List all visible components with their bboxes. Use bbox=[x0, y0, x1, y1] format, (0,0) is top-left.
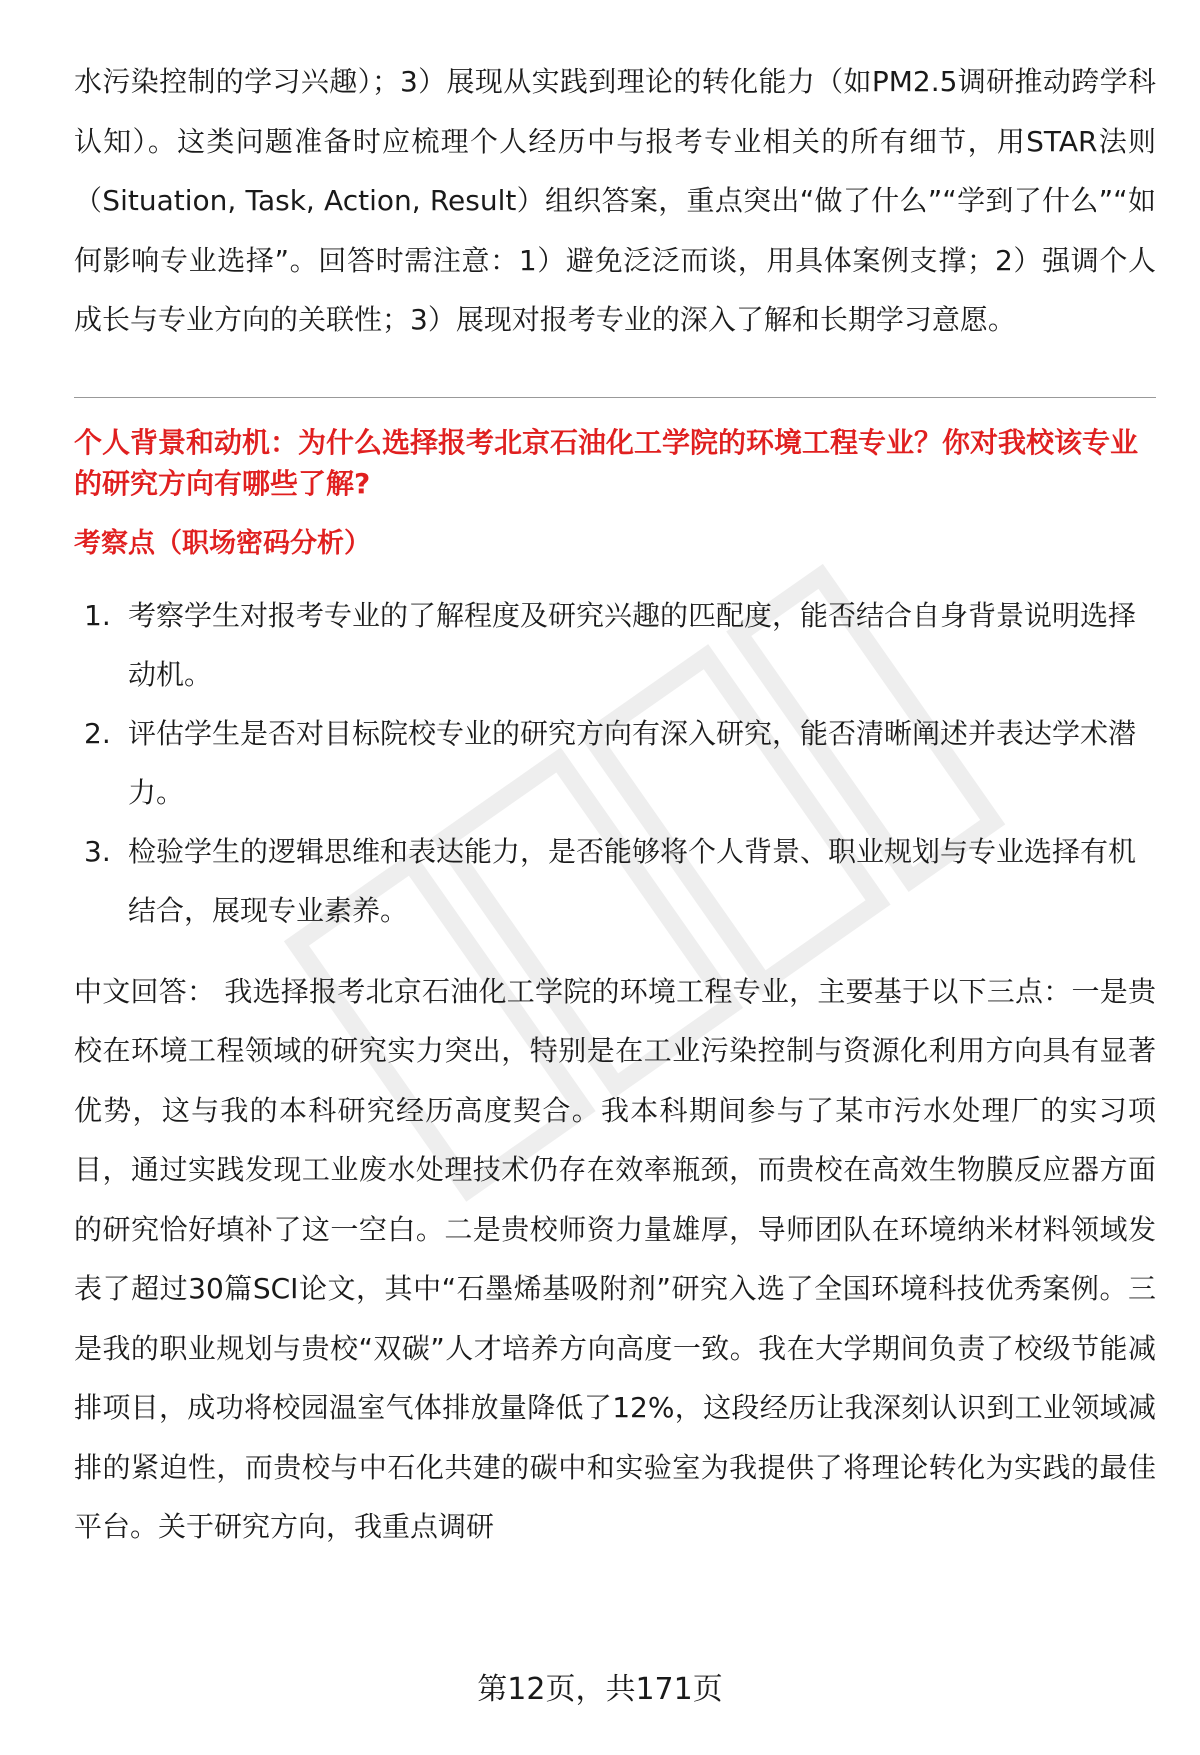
assessment-points-list bbox=[74, 586, 1156, 940]
section-divider bbox=[74, 397, 1156, 398]
list-text: 考察学生对报考专业的了解程度及研究兴趣的匹配度，能否结合自身背景说明选择动机。 bbox=[128, 598, 1137, 691]
list-text: 评估学生是否对目标院校专业的研究方向有深入研究，能否清晰阐述并表达学术潜力。 bbox=[128, 716, 1137, 809]
document-page bbox=[74, 52, 1156, 1557]
subheading: 考察点（职场密码分析） bbox=[74, 527, 371, 559]
question-heading: 个人背景和动机：为什么选择报考北京石油化工学院的环境工程专业？你对我校该专业的研究方向有哪些了解? bbox=[74, 425, 1139, 500]
answer-paragraph: 中文回答： 我选择报考北京石油化工学院的环境工程专业，主要基于以下三点：一是贵校在环境工程领域的研究实力突出，特别是在工业污染控制与资源化利用方向具有显著优势，这与我的本科研究经历高度契合。我本科期间参与了某市污水处理厂的实习项目，通过实践发现工业废水处理技术仍存在效率瓶颈，而贵校在高效生物膜反应器方面的研究恰好填补了这一空白。二是贵校师资力量雄厚，导师团队在环境纳米材料领域发表了超过30篇SCI论文，其中“石墨烯基吸附剂”研究入选了全国环境科技优秀案例。三是我的职业规划与贵校“双碳”人才培养方向高度一致。我在大学期间负责了校级节能减排项目，成功将校园温室气体排放量降低了12%，这段经历让我深刻认识到工业领域减排的紧迫性，而贵校与中石化共建的碳中和实验室为我提供了将理论转化为实践的最佳平台。关于研究方向，我重点调研 bbox=[74, 974, 1156, 1543]
list-number: 1. bbox=[84, 598, 111, 632]
list-item bbox=[74, 822, 1156, 940]
page-footer: 第12页，共171页 bbox=[477, 1672, 723, 1707]
list-number: 3. bbox=[84, 834, 111, 868]
list-text: 检验学生的逻辑思维和表达能力，是否能够将个人背景、职业规划与专业选择有机结合，展现专业素养。 bbox=[128, 834, 1137, 927]
list-number: 2. bbox=[84, 716, 111, 750]
list-item bbox=[74, 586, 1156, 704]
intro-paragraph: 水污染控制的学习兴趣）；3）展现从实践到理论的转化能力（如PM2.5调研推动跨学科认知）。这类问题准备时应梳理个人经历中与报考专业相关的所有细节，用STAR法则（Situation, Task, Action, Result）组织答案，重点突出“做了什么”“学到了什么”“如何影响专业选择”。回答时需注意：1）避免泛泛而谈，用具体案例支撑；2）强调个人成长与专业方向的关联性；3）展现对报考专业的深入了解和长期学习意愿。 bbox=[74, 65, 1156, 336]
list-item bbox=[74, 704, 1156, 822]
